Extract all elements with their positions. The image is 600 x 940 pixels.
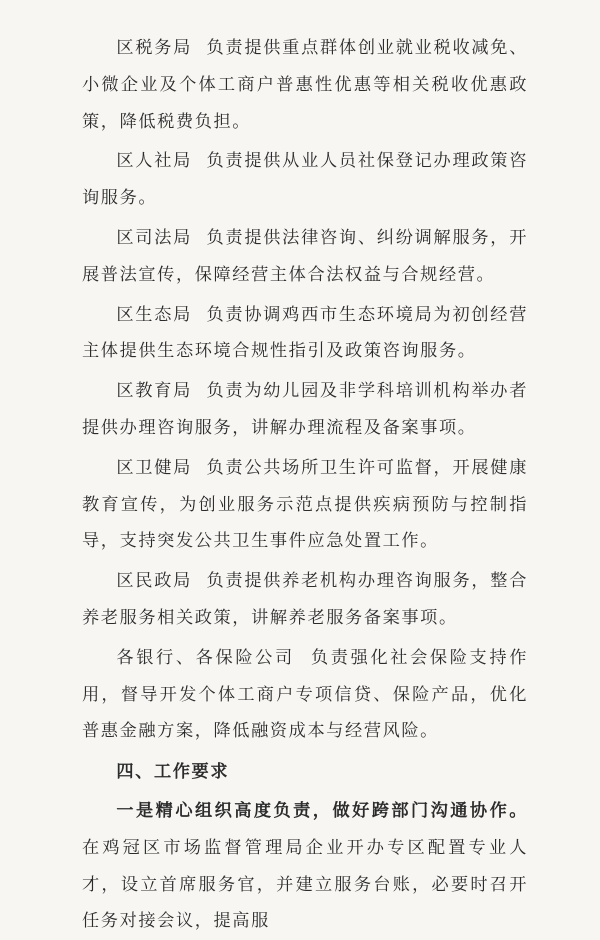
dept-name: 区生态局 [116,304,193,325]
dept-name: 区民政局 [116,571,193,592]
section-heading: 四、工作要求 [116,762,230,783]
dept-duty: 负责提供法律咨询、纠纷调解服务，开展普法宣传，保障经营主体合法权益与合规经营。 [82,227,528,285]
dept-duty: 负责提供重点群体创业就业税收减免、小微企业及个体工商户普惠性优惠等相关税收优惠政策，降低税费负担。 [82,38,528,132]
paragraph-requirement-1 [82,793,528,940]
dept-name: 各银行、各保险公司 [116,647,295,668]
dept-duty: 负责公共场所卫生许可监督，开展健康教育宣传，为创业服务示范点提供疾病预防与控制指导，支持突发公共卫生事件应急处置工作。 [82,457,528,552]
paragraph-banks-insurers [82,640,528,750]
requirement-lead: 一是精心组织高度负责，做好跨部门沟通协作。 [116,800,528,821]
dept-name: 区教育局 [116,381,193,402]
dept-name: 区司法局 [116,227,193,248]
paragraph-tax-bureau [82,30,528,140]
requirement-text: 在鸡冠区市场监督管理局企业开办专区配置专业人才，设立首席服务官，并建立服务台账，必要时召开任务对接会议，提高服 [82,837,528,932]
paragraph-civil-affairs-bureau [82,563,528,637]
dept-name: 区税务局 [116,38,193,58]
dept-duty: 负责为幼儿园及非学科培训机构举办者提供办理咨询服务，讲解办理流程及备案事项。 [82,381,528,438]
dept-duty: 负责提供养老机构办理咨询服务，整合养老服务相关政策，讲解养老服务备案事项。 [82,571,528,628]
paragraph-justice-bureau [82,220,528,294]
dept-name: 区卫健局 [116,457,193,478]
dept-name: 区人社局 [116,151,193,172]
paragraph-education-bureau [82,373,528,447]
paragraph-ecology-bureau [82,297,528,371]
dept-duty: 负责提供从业人员社保登记办理政策咨询服务。 [82,151,528,209]
dept-duty: 负责强化社会保险支持作用，督导开发个体工商户专项信贷、保险产品，优化普惠金融方案，降低融资成本与经营风险。 [82,647,528,742]
dept-duty: 负责协调鸡西市生态环境局为初创经营主体提供生态环境合规性指引及政策咨询服务。 [82,304,528,362]
paragraph-health-bureau [82,450,528,560]
paragraph-hr-social-bureau [82,143,528,217]
